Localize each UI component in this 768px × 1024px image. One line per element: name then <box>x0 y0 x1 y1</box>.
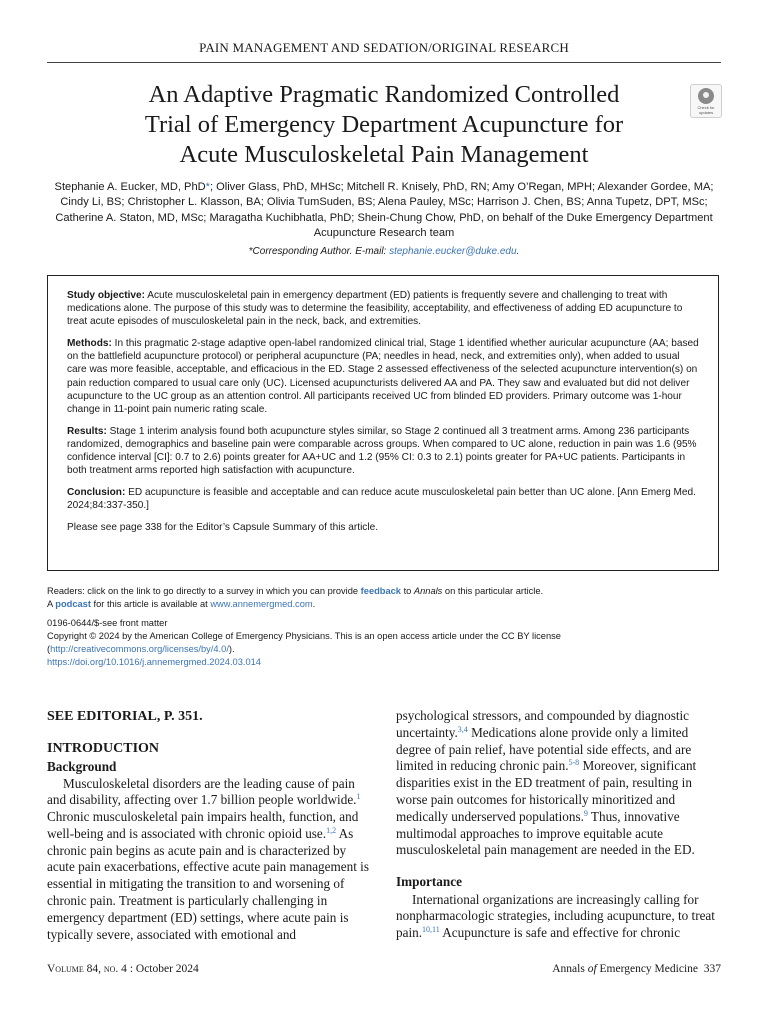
badge-label: Check for updates <box>697 105 715 115</box>
citation-link[interactable]: 9 <box>583 808 588 818</box>
body-column-right <box>396 708 724 942</box>
title-line-1: An Adaptive Pragmatic Randomized Controlled <box>148 81 620 108</box>
issue-info: Volume 84, no. 4 : October 2024 <box>47 963 199 975</box>
readers-note <box>47 585 721 611</box>
background-continued: psychological stressors, and compounded by diagnostic uncertainty.$^{3,4}$ Medications alone provide only a limited degree of pain relief, have potential side effects, and are limited in reducing chronic pain.$^{5-8}$ Moreover, significant disparities exist in the ED treatment of pain, resulting in worse pain outcomes for historically minoritized and medically underserved populations.$^9$ Thus, innovative multimodal approaches to improve equitable acute musculoskeletal pain management are needed in the ED. <box>396 708 697 858</box>
citation-link[interactable]: 3,4 <box>457 724 468 734</box>
license-link[interactable]: http://creativecommons.org/licenses/by/4.0/ <box>50 644 229 654</box>
title-line-3: Acute Musculoskeletal Pain Management <box>179 141 589 168</box>
abstract-results: Results: Stage 1 interim analysis found both acupuncture styles similar, so Stage 2 continued all 3 treatment arms. Among 236 participants randomized, demographics and baseline pain were comparable across groups. When compared to UC alone, reduction in pain was 1.6 (95% confidence interval [CI]: 0.7 to 2.6) points greater for AA+UC and 1.2 (95% CI: 0.3 to 2.1) points greater for PA+UC patients. Participants in both treatment arms reported high satisfaction with acupuncture. <box>67 425 697 477</box>
citation-link[interactable]: 5-8 <box>568 758 580 768</box>
importance-paragraph: International organizations are increasingly calling for nonpharmacologic strategies, including acupuncture, to treat pain.$^{10,11}$ Acupuncture is safe and effective for chronic <box>396 891 715 941</box>
importance-heading: Importance <box>396 874 462 890</box>
corresponding-mark-link[interactable]: * <box>205 181 210 193</box>
body-column-left <box>47 708 377 943</box>
introduction-heading: INTRODUCTION <box>47 741 160 756</box>
email-link[interactable]: stephanie.eucker@duke.edu <box>389 246 517 257</box>
abstract-objective: Study objective: Acute musculoskeletal pain in emergency department (ED) patients is frequently severe and challenging to treat with medications alone. The purpose of this study was to determine the feasibility, acceptability, and effectiveness of adding ED acupuncture to treat acute episodes of musculoskeletal pain in the neck, back, and extremities. <box>67 290 683 328</box>
doi-link[interactable]: https://doi.org/10.1016/j.annemergmed.2024.03.014 <box>47 657 261 667</box>
header-rule <box>47 62 721 63</box>
podcast-link[interactable]: podcast <box>55 599 91 609</box>
background-heading: Background <box>47 759 117 774</box>
survey-line: Readers: click on the link to go directly to a survey in which you can provide feedback to Annals on this particular article. <box>47 586 544 596</box>
citation-link[interactable]: 1,2 <box>326 825 337 835</box>
first-author: Stephanie A. Eucker, MD, PhD <box>54 181 206 193</box>
article-meta <box>47 617 727 669</box>
page-number: 337 <box>703 963 721 975</box>
copyright: Copyright © 2024 by the American College of Emergency Physicians. This is an open access article under the CC BY license (http://creativecommons.org/licenses/by/4.0/). <box>47 631 561 654</box>
editorial-reference: SEE EDITORIAL, P. 351. <box>47 709 203 724</box>
citation-link[interactable]: 10,11 <box>422 925 440 935</box>
author-list <box>40 180 728 241</box>
journal-page: Annals of Emergency Medicine 337 <box>552 963 721 975</box>
issn: 0196-0644/$-see front matter <box>47 618 168 628</box>
section-header: PAIN MANAGEMENT AND SEDATION/ORIGINAL RESEARCH <box>199 40 569 55</box>
feedback-link[interactable]: feedback <box>360 586 401 596</box>
abstract-methods: Methods: In this pragmatic 2-stage adaptive open-label randomized clinical trial, Stage 1 identified whether auricular acupuncture (AA; based on the battlefield acupuncture protocol) or peripheral acupuncture (PA; needles in head, neck, and extremities only), when added to usual care was more feasible, acceptable, and efficacious in the ED. Stage 2 assessed effectiveness of the selected acupuncture intervention(s) on pain reduction compared to usual care only (UC). Licensed acupuncturists delivered AA and PA. They saw and evaluated but did not deliver acupuncture to the UC group as an attention control. All participants received UC from blinded ED providers. Primary outcome was 1-hour change in 11-point pain numeric rating scale. <box>67 338 699 415</box>
article-title <box>110 80 658 170</box>
podcast-url-link[interactable]: www.annemergmed.com <box>210 599 313 609</box>
corresponding-author: *Corresponding Author. E-mail: stephanie.eucker@duke.edu. <box>248 246 520 257</box>
title-line-2: Trial of Emergency Department Acupuncture for <box>144 111 624 138</box>
check-for-updates-badge[interactable] <box>690 84 722 118</box>
abstract-conclusion: Conclusion: ED acupuncture is feasible and acceptable and can reduce acute musculoskeletal pain better than UC alone. [Ann Emerg Med. 2024;84:337-350.] <box>67 487 696 512</box>
abstract-box <box>47 275 719 571</box>
other-authors: ; Oliver Glass, PhD, MHSc; Mitchell R. Knisely, PhD, RN; Amy O’Regan, MPH; Alexander Gordee, MA; Cindy Li, BS; Christopher L. Klasson, BA; Olivia TumSuden, BS; Alena Pauley, MSc; Harrison J. Chen, BS; Anna Tupetz, DPT, MSc; Catherine A. Staton, MD, MSc; Maragatha Kuchibhatla, PhD; Shein-Chung Chow, PhD, on behalf of the Duke Emergency Department Acupuncture Research team <box>55 181 714 239</box>
crossmark-icon <box>698 88 714 104</box>
citation-link[interactable]: 1 <box>356 792 361 802</box>
podcast-line: A podcast for this article is available at www.annemergmed.com. <box>47 599 316 609</box>
capsule-note: Please see page 338 for the Editor’s Capsule Summary of this article. <box>67 522 379 534</box>
background-paragraph: Musculoskeletal disorders are the leading cause of pain and disability, affecting over 1.7 billion people worldwide.$^1$ Chronic musculoskeletal pain impairs health, function, and well-being and is associated with chronic opioid use.$^{1,2}$ As chronic pain begins as acute pain and is characterized by acute pain exacerbations, effective acute pain management is essential in mitigating the transition to and worsening of chronic pain. Treatment is particularly challenging in emergency department (ED) settings, where acute pain is typically severe, associated with emotional and <box>47 775 369 942</box>
